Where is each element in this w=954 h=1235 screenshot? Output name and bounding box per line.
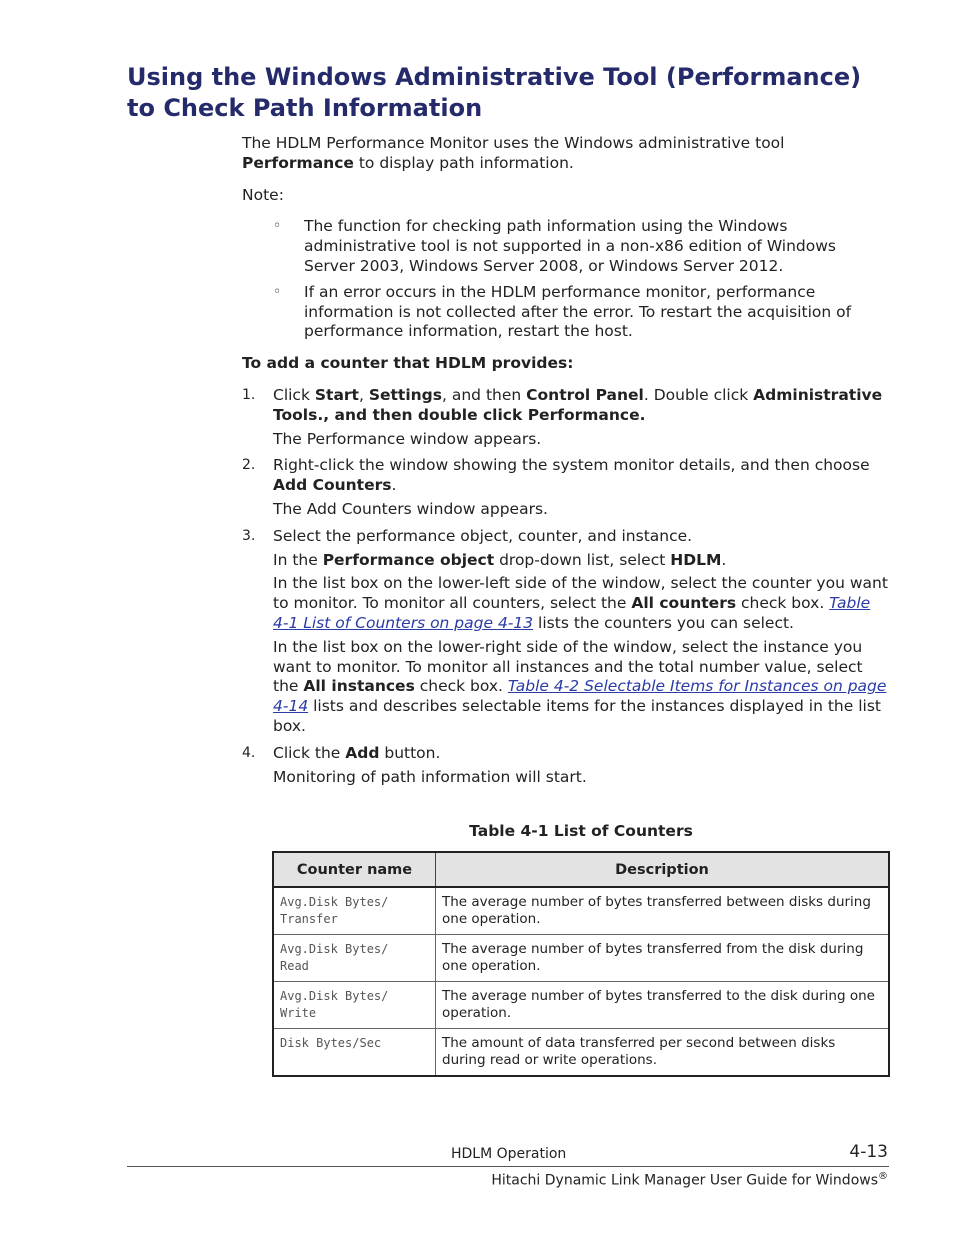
counter-description: The average number of bytes transferred to the disk during one operation. (436, 982, 890, 1029)
procedure-heading: To add a counter that HDLM provides: (242, 354, 574, 373)
table-row (273, 887, 889, 935)
footer-section-title: HDLM Operation (451, 1146, 567, 1162)
bullet-icon: ◦ (273, 283, 282, 300)
column-header: Description (436, 852, 890, 887)
step-result: The Add Counters window appears. (273, 499, 548, 518)
step-2: 2. Right-click the window showing the system monitor details, and then choose Add Counters. The Add Counters window appears. (242, 456, 890, 519)
main-content (242, 134, 890, 794)
counter-description: The average number of bytes transferred between disks during one operation. (436, 887, 890, 935)
counter-name: Avg.Disk Bytes/ Write (273, 982, 436, 1029)
table-4-1-link[interactable]: Table 4-1 List of Counters on page 4-13 (273, 594, 871, 632)
table-row (273, 982, 889, 1029)
note-list (242, 217, 890, 342)
counter-name: Avg.Disk Bytes/ Transfer (273, 887, 436, 935)
counter-description: The average number of bytes transferred from the disk during one operation. (436, 935, 890, 982)
footer-document-title: Hitachi Dynamic Link Manager User Guide for Windows® (491, 1171, 888, 1189)
step-1: 1. Click Start, Settings, and then Control Panel. Double click Administrative Tools., and then double click Performance. The Performance window appears. (242, 386, 890, 449)
counter-name: Disk Bytes/Sec (273, 1029, 436, 1077)
step-list (242, 386, 890, 787)
footer-divider (127, 1166, 889, 1167)
intro-paragraph: The HDLM Performance Monitor uses the Windows administrative tool Performance to display path information. (242, 134, 785, 172)
column-header: Counter name (273, 852, 436, 887)
counter-name: Avg.Disk Bytes/ Read (273, 935, 436, 982)
bullet-icon: ◦ (273, 218, 282, 235)
counter-description: The amount of data transferred per second between disks during read or write operations. (436, 1029, 890, 1077)
table-caption: Table 4-1 List of Counters (469, 822, 693, 840)
page-title: Using the Windows Administrative Tool (Performance) to Check Path Information (127, 63, 862, 122)
page-number: 4-13 (849, 1142, 888, 1162)
step-3: 3. Select the performance object, counter, and instance. In the Performance object drop-down list, select HDLM. In the list box on the lower-left side of the window, select the counter you want to monitor. To monitor all counters, select the All counters check box. Table 4-1 List of Counters on page 4-13 lists the counters you can select. In the list box on the lower-right side of the window, select the instance you want to monitor. To monitor all instances and the total number value, select the All instances check box. Table 4-2 Selectable Items for Instances on page 4-14 lists and describes selectable items for the instances displayed in the list box. (242, 526, 888, 735)
note-label: Note: (242, 185, 284, 204)
step-4: 4. Click the Add button. Monitoring of path information will start. (242, 744, 890, 788)
table-header-row (273, 852, 889, 887)
table-row (273, 1029, 889, 1077)
list-item: ◦ If an error occurs in the HDLM performance monitor, performance information is not collected after the error. To restart the acquisition of performance information, restart the host. (273, 282, 852, 341)
table-4-2-link[interactable]: Table 4-2 Selectable Items for Instances on page 4-14 (273, 677, 887, 716)
list-item: ◦ The function for checking path information using the Windows administrative tool is not supported in a non-x86 edition of Windows Server 2003, Windows Server 2008, or Windows Server 2012. (273, 217, 837, 275)
counters-table (272, 851, 890, 1077)
step-result: The Performance window appears. (273, 429, 542, 448)
table-row (273, 935, 889, 982)
step-result: Monitoring of path information will start. (273, 767, 587, 786)
